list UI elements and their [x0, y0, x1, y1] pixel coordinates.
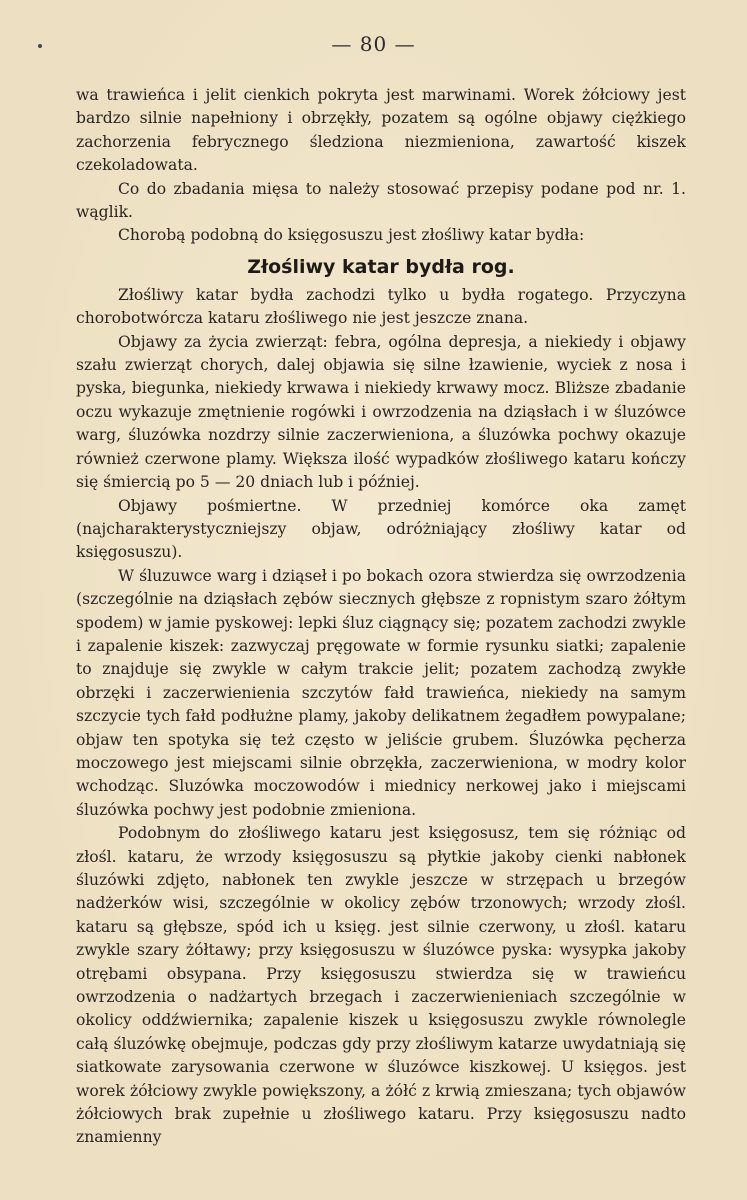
- paragraph-similar-disease: Chorobą podobną do księgosuszu jest złośliwy katar bydła:: [118, 226, 585, 245]
- section-heading: Złośliwy katar bydła rog.: [247, 255, 515, 278]
- page-body: [76, 84, 686, 1150]
- paragraph-differential: Podobnym do złośliwego kataru jest księgosusz, tem się różniąc od złośl. kataru, że wrzody księgosuszu są płytkie jakoby cienki nabłonek śluzówki zdjęto, nabłonek ten zwykle jeszcze w strzępach u brzegów nadżerków wisi, szczególnie w okolicy zębów trzonowych; wrzody złośl. kataru są głębsze, spód ich u księg. jest silnie czerwony, u złośl. kataru zwykle szary żółtawy; przy księgosuszu w śluzówce pyska: wysypka jakoby otrębami obsypana. Przy księgosuszu stwierdza się w trawieńcu owrzodzenia o nadżartych brzegach i zaczerwienieniach szczególnie w okolicy oddźwiernika; zapalenie kiszek u księgosuszu zwykle równolegle całą śluzówkę obejmuje, podczas gdy przy złośliwym katarze uwydatniają się siatkowate zarysowania czerwone w śluzówce kiszkowej. U księgos. jest worek żółciowy zwykle powiększony, a żółć z krwią zmieszana; tych objawów żółciowych brak zupełnie u złośliwego kataru. Przy księgosuszu nadto znamienny: [76, 824, 686, 1147]
- paragraph-intro: Złośliwy katar bydła zachodzi tylko u bydła rogatego. Przyczyna chorobotwórcza kataru złośliwego nie jest jeszcze znana.: [76, 285, 686, 328]
- paragraph-lesions: W śluzuwce warg i dziąseł i po bokach ozora stwierdza się owrzodzenia (szczególnie na dziąsłach zębów siecznych głębsze z ropnistym szaro żółtym spodem) w jamie pyskowej: lepki śluz ciągnący się; pozatem zachodzi zwykle i zapalenie kiszek: zazwyczaj pręgowate w formie rysunku siatki; zapalenie to znajduje się zwykle w całym trakcie jelit; pozatem zachodzą zwykłe obrzęki i zaczerwienienia szczytów fałd trawieńca, niekiedy na samym szczycie tych fałd podłużne plamy, jakoby delikatnem żegadłem powypalane; objaw ten spotyka się też często w jeliście grubem. Śluzówka pęcherza moczowego jest miejscami silnie obrzękła, zaczerwieniona, w modry kolor wchodząc. Sluzówka moczowodów i miednicy nerkowej jako i miejscami śluzówka pochwy jest podobnie zmieniona.: [76, 566, 686, 819]
- paragraph-meat-inspection: Co do zbadania mięsa to należy stosować przepisy podane pod nr. 1. wąglik.: [76, 179, 686, 222]
- paragraph-postmortem: Objawy pośmiertne. W przedniej komórce oka zamęt (najcharakterystyczniejszy objaw, odróżniający złośliwy katar od księgosuszu).: [76, 496, 686, 562]
- paragraph-symptoms-alive: Objawy za życia zwierząt: febra, ogólna depresja, a niekiedy i objawy szału zwierząt chorych, dalej objawia się silne łzawienie, wyciek z nosa i pyska, biegunka, niekiedy krwawa i niekiedy krwawy mocz. Bliższe zbadanie oczu wykazuje zmętnienie rogówki i owrzodzenia na dziąsłach i w śluzówce warg, śluzówka nozdrzy silnie zaczerwieniona, a śluzówka pochwy okazuje również czerwone plamy. Większa ilość wypadków złośliwego kataru kończy się śmiercią po 5 — 20 dniach lub i później.: [76, 332, 686, 492]
- paragraph-continuation: wa trawieńca i jelit cienkich pokryta jest marwinami. Worek żółciowy jest bardzo silnie napełniony i obrzękły, pozatem są ogólne objawy ciężkiego zachorzenia febrycznego śledziona niezmieniona, zawartość kiszek czekoladowata.: [76, 86, 686, 175]
- page-number: — 80 —: [331, 32, 416, 56]
